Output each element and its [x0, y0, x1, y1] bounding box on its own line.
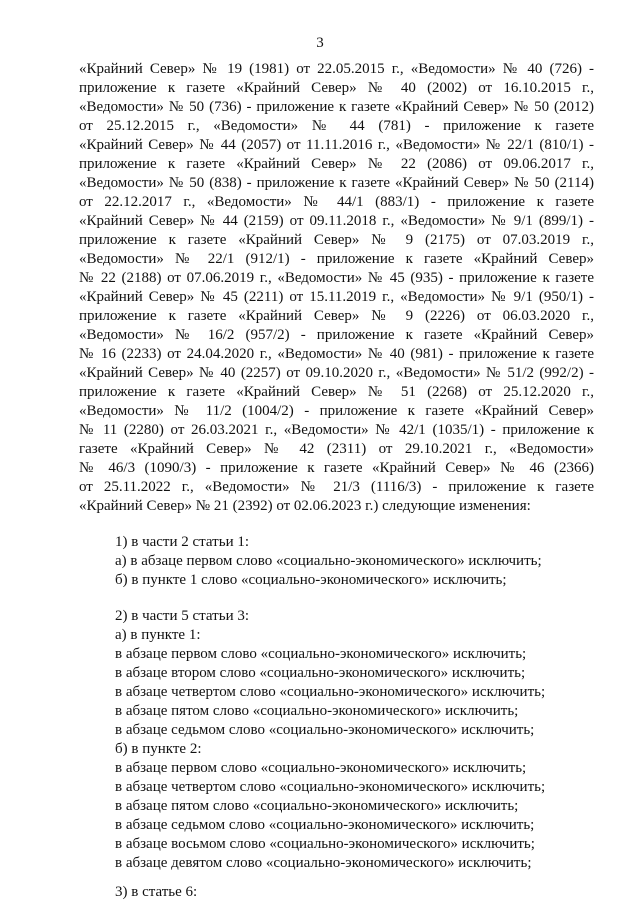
body-line: приложение к газете «Крайний Север» № 51 (2268) от 25.12.2020 г.,	[79, 384, 594, 400]
item-2-b-line: в абзаце четвертом слово «социально-экономического» исключить;	[115, 779, 546, 795]
body-line: «Ведомости» № 50 (838) - приложение к газете «Крайний Север» № 50 (2114)	[79, 175, 594, 191]
body-line: № 16 (2233) от 24.04.2020 г., «Ведомости» № 40 (981) - приложение к газете	[79, 346, 594, 362]
item-2-a-heading: а) в пункте 1:	[115, 627, 201, 643]
item-2-b-heading: б) в пункте 2:	[115, 741, 202, 757]
body-line: от 25.11.2022 г., «Ведомости» № 21/3 (1116/3) - приложение к газете	[79, 479, 594, 495]
item-2-b-line: в абзаце седьмом слово «социально-экономического» исключить;	[115, 817, 535, 833]
body-line: № 11 (2280) от 26.03.2021 г., «Ведомости» № 42/1 (1035/1) - приложение к	[79, 422, 594, 438]
body-line: «Крайний Север» № 40 (2257) от 09.10.2020 г., «Ведомости» № 51/2 (992/2) -	[79, 365, 594, 381]
item-2-a-line: в абзаце пятом слово «социально-экономического» исключить;	[115, 703, 519, 719]
body-line: приложение к газете «Крайний Север» № 9 (2175) от 07.03.2019 г.,	[79, 232, 594, 248]
page-number: 3	[316, 35, 324, 51]
body-line: «Крайний Север» № 45 (2211) от 15.11.2019 г., «Ведомости» № 9/1 (950/1) -	[79, 289, 594, 305]
body-line: № 22 (2188) от 07.06.2019 г., «Ведомости» № 45 (935) - приложение к газете	[79, 270, 594, 286]
body-line: от 22.12.2017 г., «Ведомости» № 44/1 (883/1) - приложение к газете	[79, 194, 594, 210]
item-3-heading: 3) в статье 6:	[115, 884, 198, 900]
item-2-a-line: в абзаце четвертом слово «социально-экономического» исключить;	[115, 684, 546, 700]
item-2-a-line: в абзаце втором слово «социально-экономического» исключить;	[115, 665, 526, 681]
item-2-a-line: в абзаце первом слово «социально-экономического» исключить;	[115, 646, 527, 662]
item-1-heading: 1) в части 2 статьи 1:	[115, 534, 250, 550]
item-2-b-line: в абзаце восьмом слово «социально-экономического» исключить;	[115, 836, 535, 852]
body-line: «Ведомости» № 11/2 (1004/2) - приложение к газете «Крайний Север»	[79, 403, 594, 419]
item-2-b-line: в абзаце пятом слово «социально-экономического» исключить;	[115, 798, 519, 814]
body-line: «Ведомости» № 50 (736) - приложение к газете «Крайний Север» № 50 (2012)	[79, 99, 594, 115]
body-line: «Крайний Север» № 44 (2159) от 09.11.2018 г., «Ведомости» № 9/1 (899/1) -	[79, 213, 594, 229]
body-line: «Крайний Север» № 44 (2057) от 11.11.2016 г., «Ведомости» № 22/1 (810/1) -	[79, 137, 594, 153]
item-2-a-line: в абзаце седьмом слово «социально-экономического» исключить;	[115, 722, 535, 738]
body-line: № 46/3 (1090/3) - приложение к газете «Крайний Север» № 46 (2366)	[79, 460, 594, 476]
body-line: от 25.12.2015 г., «Ведомости» № 44 (781) - приложение к газете	[79, 118, 594, 134]
body-line: приложение к газете «Крайний Север» № 9 (2226) от 06.03.2020 г.,	[79, 308, 594, 324]
body-line: «Крайний Север» № 19 (1981) от 22.05.2015 г., «Ведомости» № 40 (726) -	[79, 61, 594, 77]
item-2-b-line: в абзаце девятом слово «социально-экономического» исключить;	[115, 855, 532, 871]
body-line: «Ведомости» № 22/1 (912/1) - приложение к газете «Крайний Север»	[79, 251, 594, 267]
body-line: газете «Крайний Север» № 42 (2311) от 29.10.2021 г., «Ведомости»	[79, 441, 594, 457]
item-1-a: а) в абзаце первом слово «социально-экономического» исключить;	[115, 553, 542, 569]
body-line: приложение к газете «Крайний Север» № 22 (2086) от 09.06.2017 г.,	[79, 156, 594, 172]
body-line: «Ведомости» № 16/2 (957/2) - приложение к газете «Крайний Север»	[79, 327, 594, 343]
body-line: приложение к газете «Крайний Север» № 40 (2002) от 16.10.2015 г.,	[79, 80, 594, 96]
item-2-heading: 2) в части 5 статьи 3:	[115, 608, 250, 624]
item-1-b: б) в пункте 1 слово «социально-экономического» исключить;	[115, 572, 507, 588]
item-2-b-line: в абзаце первом слово «социально-экономического» исключить;	[115, 760, 527, 776]
body-line: «Крайний Север» № 21 (2392) от 02.06.2023 г.) следующие изменения:	[79, 498, 531, 514]
